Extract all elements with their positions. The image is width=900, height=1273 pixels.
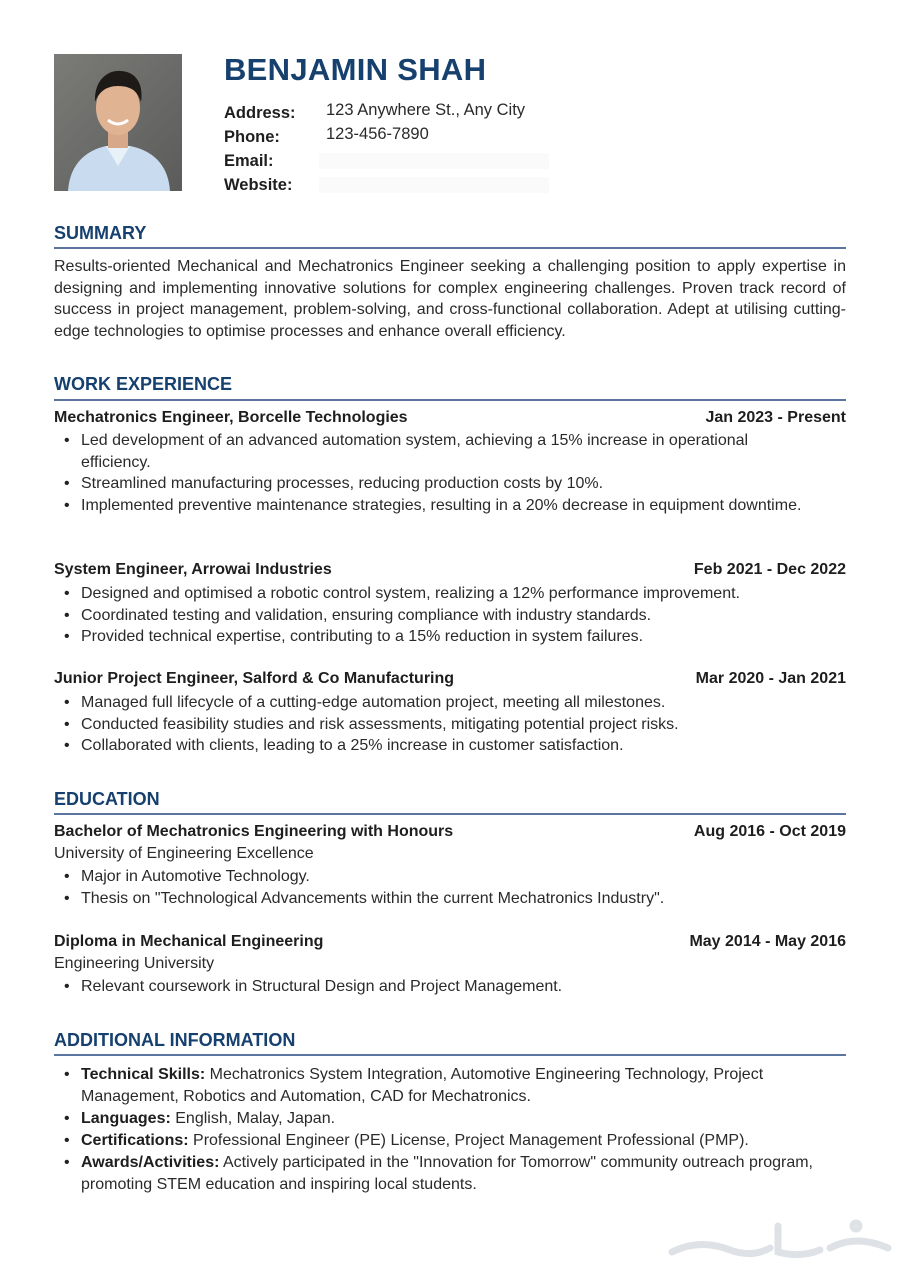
degree-title: Bachelor of Mechatronics Engineering with Honours	[54, 823, 454, 840]
list-item: • Conducted feasibility studies and risk assessments, mitigating potential project risks.	[54, 714, 814, 736]
profile-photo	[54, 54, 182, 191]
education-bullets	[54, 976, 814, 998]
contact-phone	[224, 125, 644, 149]
contact-label: Website:	[224, 176, 293, 194]
summary-text: Results-oriented Mechanical and Mechatronics Engineer seeking a challenging position to apply expertise in designing and implementing innovative solutions for complex engineering challenges. Proven track record of success in project management, problem-solving, and cross-functional collaboration. Adept at utilising cutting-edge technologies to optimise processes and enhance overall efficiency.	[54, 258, 846, 340]
candidate-name: BENJAMIN SHAH	[224, 52, 487, 87]
job-date: Jan 2023 - Present	[705, 409, 846, 426]
item-label: Technical Skills:	[81, 1066, 206, 1083]
education-header	[54, 823, 846, 845]
list-item: • Coordinated testing and validation, ensuring compliance with industry standards.	[54, 605, 814, 627]
contact-info	[224, 101, 644, 197]
degree-title: Diploma in Mechanical Engineering	[54, 933, 324, 950]
job-header	[54, 409, 846, 431]
list-item: • Thesis on "Technological Advancements within the current Mechatronics Industry".	[54, 888, 814, 910]
contact-address	[224, 101, 644, 125]
contact-value: 123 Anywhere St., Any City	[326, 101, 526, 119]
list-item: • Relevant coursework in Structural Design and Project Management.	[54, 976, 814, 998]
contact-value: 123-456-7890	[326, 125, 429, 143]
job-header	[54, 670, 846, 692]
education-date: May 2014 - May 2016	[689, 933, 846, 950]
list-item: • Provided technical expertise, contributing to a 15% reduction in system failures.	[54, 626, 814, 648]
section-divider	[54, 247, 846, 249]
list-item: • Implemented preventive maintenance strategies, resulting in a 20% decrease in equipment downtime.	[54, 495, 814, 517]
school-name: University of Engineering Excellence	[54, 845, 314, 862]
job-title: Junior Project Engineer, Salford & Co Manufacturing	[54, 670, 455, 687]
contact-email	[224, 149, 644, 173]
job-title: Mechatronics Engineer, Borcelle Technologies	[54, 409, 408, 426]
job-date: Feb 2021 - Dec 2022	[693, 561, 846, 578]
item-label: Languages:	[81, 1110, 171, 1127]
additional-info-heading: ADDITIONAL INFORMATION	[54, 1030, 296, 1050]
item-text: Actively participated in the "Innovation for Tomorrow" community outreach program, promoting STEM education and inspiring local students.	[81, 1154, 813, 1193]
contact-label: Phone:	[224, 128, 280, 146]
section-divider	[54, 1054, 846, 1056]
section-divider	[54, 399, 846, 401]
summary-heading: SUMMARY	[54, 223, 147, 243]
education-heading: EDUCATION	[54, 789, 160, 809]
list-item: • Managed full lifecycle of a cutting-edge automation project, meeting all milestones.	[54, 692, 814, 714]
education-header	[54, 933, 846, 955]
list-item	[54, 1130, 814, 1152]
contact-website	[224, 173, 644, 197]
list-item: • Designed and optimised a robotic control system, realizing a 12% performance improvement.	[54, 583, 814, 605]
education-bullets	[54, 866, 814, 909]
item-label: Awards/Activities:	[81, 1154, 220, 1171]
watermark-logo-icon	[660, 1208, 900, 1268]
item-text: Professional Engineer (PE) License, Project Management Professional (PMP).	[188, 1132, 749, 1149]
job-bullets	[54, 430, 814, 516]
job-bullets	[54, 583, 814, 648]
section-divider	[54, 813, 846, 815]
contact-label: Address:	[224, 104, 296, 122]
item-label: Certifications:	[81, 1132, 189, 1149]
item-text: Mechatronics System Integration, Automotive Engineering Technology, Project Management, Robotics and Automation, CAD for Mechatronics.	[81, 1066, 764, 1105]
job-date: Mar 2020 - Jan 2021	[695, 670, 846, 687]
contact-label: Email:	[224, 152, 274, 170]
education-date: Aug 2016 - Oct 2019	[693, 823, 846, 840]
list-item: • Collaborated with clients, leading to a 25% increase in customer satisfaction.	[54, 735, 814, 757]
job-header	[54, 561, 846, 583]
additional-info-list	[54, 1064, 814, 1196]
work-experience-heading: WORK EXPERIENCE	[54, 374, 233, 394]
item-text: English, Malay, Japan.	[170, 1110, 336, 1127]
list-item	[54, 1152, 814, 1196]
job-bullets	[54, 692, 814, 757]
job-title: System Engineer, Arrowai Industries	[54, 561, 332, 578]
redacted-value	[319, 177, 549, 193]
list-item: • Major in Automotive Technology.	[54, 866, 814, 888]
list-item: • Led development of an advanced automation system, achieving a 15% increase in operational efficiency.	[54, 430, 814, 473]
list-item	[54, 1064, 814, 1108]
school-name: Engineering University	[54, 955, 215, 972]
list-item: • Streamlined manufacturing processes, reducing production costs by 10%.	[54, 473, 814, 495]
list-item	[54, 1108, 814, 1130]
redacted-value	[319, 153, 549, 169]
